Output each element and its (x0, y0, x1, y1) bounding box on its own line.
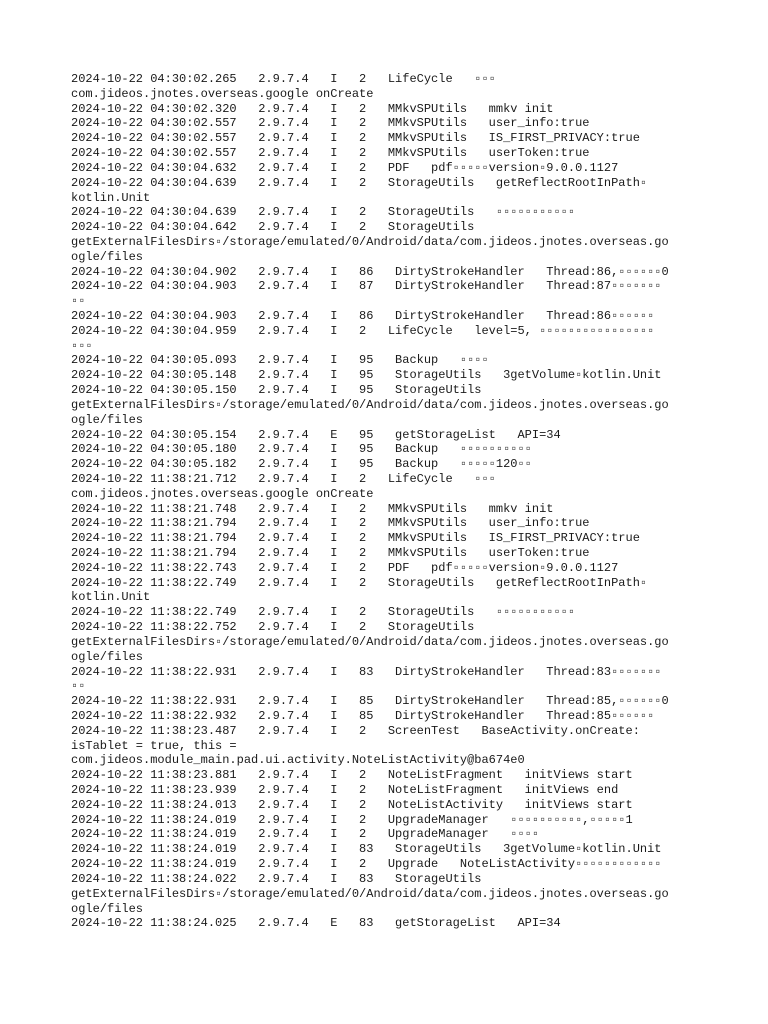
log-line: 2024-10-22 11:38:23.939 2.9.7.4 I 2 NoteListFragment initViews end (71, 783, 619, 797)
log-line: 2024-10-22 11:38:22.749 2.9.7.4 I 2 StorageUtils ▫▫▫▫▫▫▫▫▫▫▫ (71, 605, 576, 620)
log-line: ogle/files (71, 649, 144, 664)
log-line: 2024-10-22 11:38:21.794 2.9.7.4 I 2 MMkvSPUtils userToken:true (71, 546, 590, 560)
log-line: 2024-10-22 11:38:23.881 2.9.7.4 I 2 NoteListFragment initViews start (71, 768, 633, 783)
log-line: getExternalFilesDirs▫/storage/emulated/0/Android/data/com.jideos.jnotes.overseas.go (71, 397, 669, 412)
log-line: 2024-10-22 11:38:22.931 2.9.7.4 I 83 DirtyStrokeHandler Thread:83▫▫▫▫▫▫▫ (71, 664, 662, 679)
log-line: 2024-10-22 04:30:04.959 2.9.7.4 I 2 LifeCycle level=5, ▫▫▫▫▫▫▫▫▫▫▫▫▫▫▫▫ (71, 323, 655, 338)
log-line: isTablet = true, this = (71, 738, 237, 753)
log-document (71, 72, 711, 931)
log-line: 2024-10-22 11:38:24.025 2.9.7.4 E 83 getStorageList API=34 (71, 916, 561, 931)
log-line: getExternalFilesDirs▫/storage/emulated/0/Android/data/com.jideos.jnotes.overseas.go (71, 634, 669, 649)
log-line: 2024-10-22 04:30:05.093 2.9.7.4 I 95 Backup ▫▫▫▫ (71, 353, 489, 368)
log-line: 2024-10-22 04:30:04.632 2.9.7.4 I 2 PDF pdf▫▫▫▫▫version▫9.0.0.1127 (71, 160, 619, 175)
log-line: 2024-10-22 11:38:24.019 2.9.7.4 I 83 StorageUtils 3getVolume▫kotlin.Unit (71, 842, 662, 857)
log-line: 2024-10-22 11:38:24.022 2.9.7.4 I 83 StorageUtils (71, 871, 482, 886)
log-line: com.jideos.jnotes.overseas.google onCreate (71, 86, 374, 101)
log-line: 2024-10-22 11:38:21.794 2.9.7.4 I 2 MMkvSPUtils user_info:true (71, 516, 590, 531)
log-line: ogle/files (71, 412, 144, 427)
log-line: ▫▫ (71, 679, 86, 694)
log-line: 2024-10-22 11:38:24.019 2.9.7.4 I 2 UpgradeManager ▫▫▫▫ (71, 827, 540, 842)
log-line: 2024-10-22 04:30:04.903 2.9.7.4 I 86 DirtyStrokeHandler Thread:86▫▫▫▫▫▫ (71, 309, 655, 323)
log-line: 2024-10-22 11:38:24.019 2.9.7.4 I 2 UpgradeManager ▫▫▫▫▫▫▫▫▫▫,▫▫▫▫▫1 (71, 812, 633, 827)
log-line: 2024-10-22 04:30:05.180 2.9.7.4 I 95 Backup ▫▫▫▫▫▫▫▫▫▫ (71, 442, 532, 457)
log-line: 2024-10-22 04:30:04.642 2.9.7.4 I 2 StorageUtils (71, 220, 475, 235)
log-line: 2024-10-22 11:38:21.712 2.9.7.4 I 2 LifeCycle ▫▫▫ (71, 471, 496, 486)
log-line: 2024-10-22 11:38:22.932 2.9.7.4 I 85 DirtyStrokeHandler Thread:85▫▫▫▫▫▫ (71, 708, 655, 723)
log-line: 2024-10-22 04:30:05.150 2.9.7.4 I 95 StorageUtils (71, 383, 482, 398)
log-line: kotlin.Unit (71, 590, 151, 605)
log-line: 2024-10-22 04:30:02.320 2.9.7.4 I 2 MMkvSPUtils mmkv init (71, 101, 554, 116)
log-line: 2024-10-22 11:38:24.013 2.9.7.4 I 2 NoteListActivity initViews start (71, 797, 633, 812)
log-line: 2024-10-22 04:30:02.557 2.9.7.4 I 2 MMkvSPUtils IS_FIRST_PRIVACY:true (71, 131, 640, 146)
log-line: 2024-10-22 04:30:04.639 2.9.7.4 I 2 StorageUtils getReflectRootInPath▫ (71, 175, 648, 190)
log-line: 2024-10-22 11:38:24.019 2.9.7.4 I 2 Upgrade NoteListActivity▫▫▫▫▫▫▫▫▫▫▫▫ (71, 857, 662, 872)
log-line: ▫▫ (71, 294, 86, 309)
log-line: 2024-10-22 04:30:05.182 2.9.7.4 I 95 Backup ▫▫▫▫▫120▫▫ (71, 457, 532, 472)
log-line: 2024-10-22 04:30:04.639 2.9.7.4 I 2 StorageUtils ▫▫▫▫▫▫▫▫▫▫▫ (71, 205, 576, 220)
log-line: 2024-10-22 11:38:23.487 2.9.7.4 I 2 ScreenTest BaseActivity.onCreate: (71, 723, 640, 738)
log-line: 2024-10-22 11:38:21.748 2.9.7.4 I 2 MMkvSPUtils mmkv init (71, 501, 554, 516)
log-line: com.jideos.jnotes.overseas.google onCreate (71, 486, 374, 501)
log-line: 2024-10-22 04:30:05.148 2.9.7.4 I 95 StorageUtils 3getVolume▫kotlin.Unit (71, 368, 662, 383)
log-line: com.jideos.module_main.pad.ui.activity.NoteListActivity@ba674e0 (71, 753, 525, 768)
log-line: 2024-10-22 04:30:02.557 2.9.7.4 I 2 MMkvSPUtils userToken:true (71, 146, 590, 161)
log-line: ogle/files (71, 901, 144, 916)
log-line: ogle/files (71, 249, 144, 264)
log-line: 2024-10-22 11:38:22.749 2.9.7.4 I 2 StorageUtils getReflectRootInPath▫ (71, 575, 648, 590)
log-line: 2024-10-22 04:30:05.154 2.9.7.4 E 95 getStorageList API=34 (71, 427, 561, 442)
log-line: 2024-10-22 04:30:04.902 2.9.7.4 I 86 DirtyStrokeHandler Thread:86,▫▫▫▫▫▫0 (71, 264, 669, 279)
log-line: ▫▫▫ (71, 338, 93, 353)
log-line: 2024-10-22 11:38:22.743 2.9.7.4 I 2 PDF pdf▫▫▫▫▫version▫9.0.0.1127 (71, 560, 619, 575)
log-line: getExternalFilesDirs▫/storage/emulated/0/Android/data/com.jideos.jnotes.overseas.go (71, 234, 669, 249)
log-line: getExternalFilesDirs▫/storage/emulated/0/Android/data/com.jideos.jnotes.overseas.go (71, 886, 669, 901)
log-line: 2024-10-22 04:30:04.903 2.9.7.4 I 87 DirtyStrokeHandler Thread:87▫▫▫▫▫▫▫ (71, 279, 662, 294)
log-line: 2024-10-22 11:38:22.752 2.9.7.4 I 2 StorageUtils (71, 620, 475, 635)
log-line: kotlin.Unit (71, 190, 151, 205)
log-line: 2024-10-22 04:30:02.557 2.9.7.4 I 2 MMkvSPUtils user_info:true (71, 116, 590, 131)
log-line: 2024-10-22 04:30:02.265 2.9.7.4 I 2 LifeCycle ▫▫▫ (71, 72, 496, 86)
log-line: 2024-10-22 11:38:21.794 2.9.7.4 I 2 MMkvSPUtils IS_FIRST_PRIVACY:true (71, 531, 640, 546)
log-line: 2024-10-22 11:38:22.931 2.9.7.4 I 85 DirtyStrokeHandler Thread:85,▫▫▫▫▫▫0 (71, 694, 669, 709)
